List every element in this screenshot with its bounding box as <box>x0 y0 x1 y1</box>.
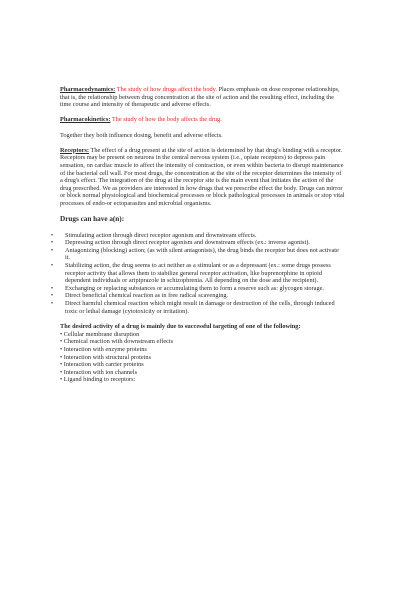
list-item <box>50 239 345 247</box>
list-item <box>50 246 345 262</box>
drug-effects-list <box>50 231 345 316</box>
list-item: • Interaction with enzyme proteins <box>60 346 147 353</box>
document-body <box>50 86 345 384</box>
list-item <box>50 300 345 315</box>
bullet-icon: • <box>50 246 54 254</box>
pharmacodynamics-paragraph <box>60 86 345 109</box>
bullet-icon: • <box>50 284 54 292</box>
list-item <box>50 292 345 300</box>
targets-list <box>60 331 345 384</box>
list-item-text: Direct beneficial chemical reaction as in free radical scavenging. <box>65 292 229 300</box>
bullet-icon: • <box>50 292 54 300</box>
list-item: • Cellular membrane disruption <box>60 330 140 338</box>
list-item: • Interaction with structural proteins <box>60 353 152 361</box>
pharmacodynamics-term: Pharmacodynamics: <box>60 86 116 93</box>
list-item-text: Direct harmful chemical reaction which might result in damage or destruction of the cells, through induced toxic or lethal damage (cytotoxicity or irritation). <box>65 300 335 315</box>
pharmacokinetics-paragraph <box>60 116 345 124</box>
list-item-text: Exchanging or replacing substances or accumulating them to form a reserve such as: glycogen storage. <box>65 284 324 292</box>
bullet-icon: • <box>50 262 54 270</box>
pharmacokinetics-definition: The study of how the body affects the drug. <box>110 116 222 124</box>
list-item <box>50 284 345 293</box>
targets-heading: The desired activity of a drug is mainly due to successful targeting of one of the following: <box>60 323 301 331</box>
list-item-text: Antagonizing (blocking) action; (as with silent antagonists), the drug binds the receptor but does not activate it. <box>65 246 339 262</box>
drugs-heading: Drugs can have a(n): <box>60 215 125 224</box>
pharmacodynamics-text: Places emphasis on dose response relationships, that is, the relationship between drug concentration at the site of action and the resulting effect, including the time course and intensity of therapeutic and adverse effects. <box>60 86 340 109</box>
list-item-text: Depressing action through direct receptor agonism and downstream effects (ex.: inverse agonist). <box>65 239 310 247</box>
list-item-text: Stimulating action through direct receptor agonism and downstream effects. <box>65 231 257 239</box>
list-item: • Ligand binding to receptors: <box>60 376 136 384</box>
list-item-text: Stabilizing action, the drug seems to act neither as a stimulant or as a depressant (ex.: some drugs possess receptor activity that allows them to stabilize general receptor activation, like buprenorphine in opioid dependent individuals or aripiprazole in schizophrenia. All depending on the dose and the recipient). <box>65 262 331 285</box>
together-paragraph: Together they both influence dosing, benefit and adverse effects. <box>60 131 223 139</box>
list-item: • Chemical reaction with downstream effects <box>60 338 174 346</box>
bullet-icon: • <box>50 300 54 308</box>
bullet-icon: • <box>50 231 54 239</box>
bullet-icon: • <box>50 239 54 247</box>
list-item <box>50 262 345 285</box>
pharmacokinetics-term: Pharmacokinetics: <box>60 116 111 124</box>
receptors-term: Receptors: <box>60 146 90 154</box>
list-item: • Interaction with carrier proteins <box>60 361 144 369</box>
list-item <box>50 231 345 240</box>
pharmacodynamics-definition: The study of how drugs affect the body. <box>115 86 217 93</box>
receptors-paragraph <box>60 147 345 208</box>
receptors-text: The effect of a drug present at the site of action is determined by that drug's binding with a receptor. Receptors may be present on neurons in the central nervous system (i.e., opiate receptors) to depress pain sensation, on cardiac muscle to affect the intensity of contraction, or even within bacteria to disrupt maintenance of the bacterial cell wall. For most drugs, the concentration at the site of the receptor determines the intensity of a drug's effect. The integration of the drug at the receptor site is the main event that initiates the action of the drug prescribed. We as providers are interested in how drugs that we prescribe effect the body. Drugs can mirror or block normal physiological and biochemical processes or block pathological processes in animals or stop vital processes of endo-or ectoparasites and microbial organisms. <box>60 146 345 207</box>
list-item: • Interaction with ion channels <box>60 368 138 376</box>
